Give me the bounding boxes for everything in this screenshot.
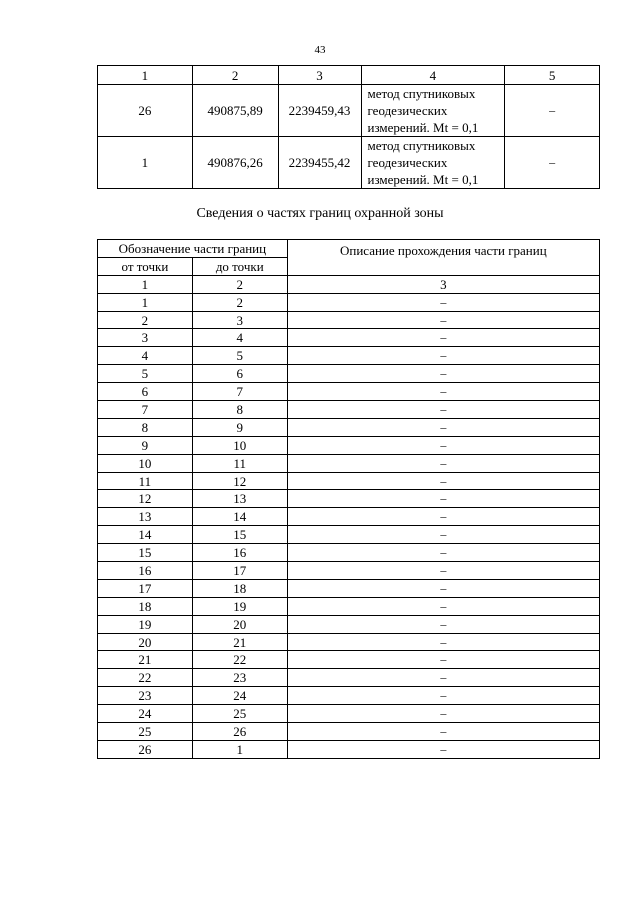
to-point: 26: [192, 723, 287, 741]
method-line: метод спутниковых: [367, 86, 476, 101]
from-point: 7: [98, 401, 193, 419]
table-row: [98, 401, 600, 419]
from-point: 16: [98, 562, 193, 580]
to-point: 13: [192, 490, 287, 508]
coordinate-x: 490875,89: [192, 85, 278, 137]
part-description: –: [287, 383, 599, 401]
method-line: метод спутниковых: [367, 138, 476, 153]
from-point: 5: [98, 365, 193, 383]
from-point: 19: [98, 615, 193, 633]
coordinate-x: 490876,26: [192, 137, 278, 189]
part-description: –: [287, 526, 599, 544]
table-row: [98, 579, 600, 597]
group-header: Обозначение части границ: [98, 240, 288, 258]
to-point: 24: [192, 687, 287, 705]
col5-value: –: [505, 85, 600, 137]
table-row: [98, 615, 600, 633]
from-point: 21: [98, 651, 193, 669]
part-description: –: [287, 740, 599, 758]
part-description: –: [287, 562, 599, 580]
part-description: –: [287, 669, 599, 687]
from-point: 22: [98, 669, 193, 687]
from-point: 12: [98, 490, 193, 508]
method-line: геодезических: [367, 103, 448, 118]
table-row: [98, 669, 600, 687]
table-row: [98, 705, 600, 723]
header-cell-col3: 3: [278, 66, 361, 85]
part-description: –: [287, 723, 599, 741]
part-description: –: [287, 418, 599, 436]
header-cell-col4: 4: [361, 66, 505, 85]
part-description: –: [287, 544, 599, 562]
part-description: –: [287, 329, 599, 347]
to-point: 3: [192, 311, 287, 329]
to-point: 25: [192, 705, 287, 723]
to-point: 15: [192, 526, 287, 544]
from-point: 20: [98, 633, 193, 651]
table-row: [98, 454, 600, 472]
from-point: 6: [98, 383, 193, 401]
table-row: [98, 472, 600, 490]
part-description: –: [287, 705, 599, 723]
to-point: 8: [192, 401, 287, 419]
from-point: 3: [98, 329, 193, 347]
table-row: [98, 544, 600, 562]
part-description: –: [287, 508, 599, 526]
table-row: [98, 687, 600, 705]
part-description: –: [287, 454, 599, 472]
to-point: 21: [192, 633, 287, 651]
coordinates-row: [98, 85, 600, 137]
description-header: Описание прохождения части границ: [287, 240, 599, 276]
to-point: 17: [192, 562, 287, 580]
table-row: [98, 329, 600, 347]
table-row: [98, 365, 600, 383]
header-cell-col2: 2: [192, 66, 278, 85]
from-point: 25: [98, 723, 193, 741]
from-point: 24: [98, 705, 193, 723]
method-line: измерений. Mt = 0,1: [367, 120, 479, 135]
to-point-header: до точки: [192, 257, 287, 275]
table-row: [98, 633, 600, 651]
to-point: 14: [192, 508, 287, 526]
coordinates-table: [97, 65, 600, 189]
to-point: 12: [192, 472, 287, 490]
table-row: [98, 436, 600, 454]
number-cell: 3: [287, 275, 599, 293]
from-point: 13: [98, 508, 193, 526]
to-point: 11: [192, 454, 287, 472]
part-description: –: [287, 651, 599, 669]
from-point: 10: [98, 454, 193, 472]
part-description: –: [287, 579, 599, 597]
boundary-parts-table: [97, 239, 600, 759]
from-point: 14: [98, 526, 193, 544]
table-row: [98, 651, 600, 669]
method-description: [361, 85, 505, 137]
to-point: 1: [192, 740, 287, 758]
table-row: [98, 293, 600, 311]
from-point: 2: [98, 311, 193, 329]
table-row: [98, 597, 600, 615]
table-row: [98, 418, 600, 436]
from-point: 26: [98, 740, 193, 758]
to-point: 10: [192, 436, 287, 454]
coordinate-y: 2239455,42: [278, 137, 361, 189]
table-row: [98, 383, 600, 401]
to-point: 19: [192, 597, 287, 615]
to-point: 9: [192, 418, 287, 436]
from-point: 15: [98, 544, 193, 562]
to-point: 23: [192, 669, 287, 687]
number-cell: 1: [98, 275, 193, 293]
method-line: геодезических: [367, 155, 448, 170]
page-number: 43: [314, 44, 326, 56]
part-description: –: [287, 436, 599, 454]
to-point: 7: [192, 383, 287, 401]
from-point: 11: [98, 472, 193, 490]
part-description: –: [287, 490, 599, 508]
table-row: [98, 347, 600, 365]
header-cell-col1: 1: [98, 66, 193, 85]
part-description: –: [287, 633, 599, 651]
col5-value: –: [505, 137, 600, 189]
from-point: 8: [98, 418, 193, 436]
to-point: 4: [192, 329, 287, 347]
section-title: Сведения о частях границ охранной зоны: [196, 206, 444, 221]
table-row: [98, 490, 600, 508]
from-point: 23: [98, 687, 193, 705]
to-point: 20: [192, 615, 287, 633]
method-description: [361, 137, 505, 189]
from-point: 18: [98, 597, 193, 615]
coordinate-y: 2239459,43: [278, 85, 361, 137]
from-point: 17: [98, 579, 193, 597]
part-description: –: [287, 597, 599, 615]
point-number: 1: [98, 137, 193, 189]
to-point: 5: [192, 347, 287, 365]
to-point: 18: [192, 579, 287, 597]
part-description: –: [287, 365, 599, 383]
parts-number-row: [98, 275, 600, 293]
from-point-header: от точки: [98, 257, 193, 275]
part-description: –: [287, 472, 599, 490]
coordinates-header-row: [98, 66, 600, 85]
from-point: 4: [98, 347, 193, 365]
parts-header-row: [98, 240, 600, 258]
part-description: –: [287, 311, 599, 329]
table-row: [98, 562, 600, 580]
part-description: –: [287, 687, 599, 705]
part-description: –: [287, 401, 599, 419]
part-description: –: [287, 293, 599, 311]
to-point: 2: [192, 293, 287, 311]
coordinates-row: [98, 137, 600, 189]
part-description: –: [287, 615, 599, 633]
table-row: [98, 508, 600, 526]
from-point: 9: [98, 436, 193, 454]
table-row: [98, 723, 600, 741]
method-line: измерений. Mt = 0,1: [367, 172, 479, 187]
number-cell: 2: [192, 275, 287, 293]
table-row: [98, 311, 600, 329]
from-point: 1: [98, 293, 193, 311]
to-point: 6: [192, 365, 287, 383]
part-description: –: [287, 347, 599, 365]
point-number: 26: [98, 85, 193, 137]
header-cell-col5: 5: [505, 66, 600, 85]
table-row: [98, 740, 600, 758]
to-point: 22: [192, 651, 287, 669]
table-row: [98, 526, 600, 544]
to-point: 16: [192, 544, 287, 562]
